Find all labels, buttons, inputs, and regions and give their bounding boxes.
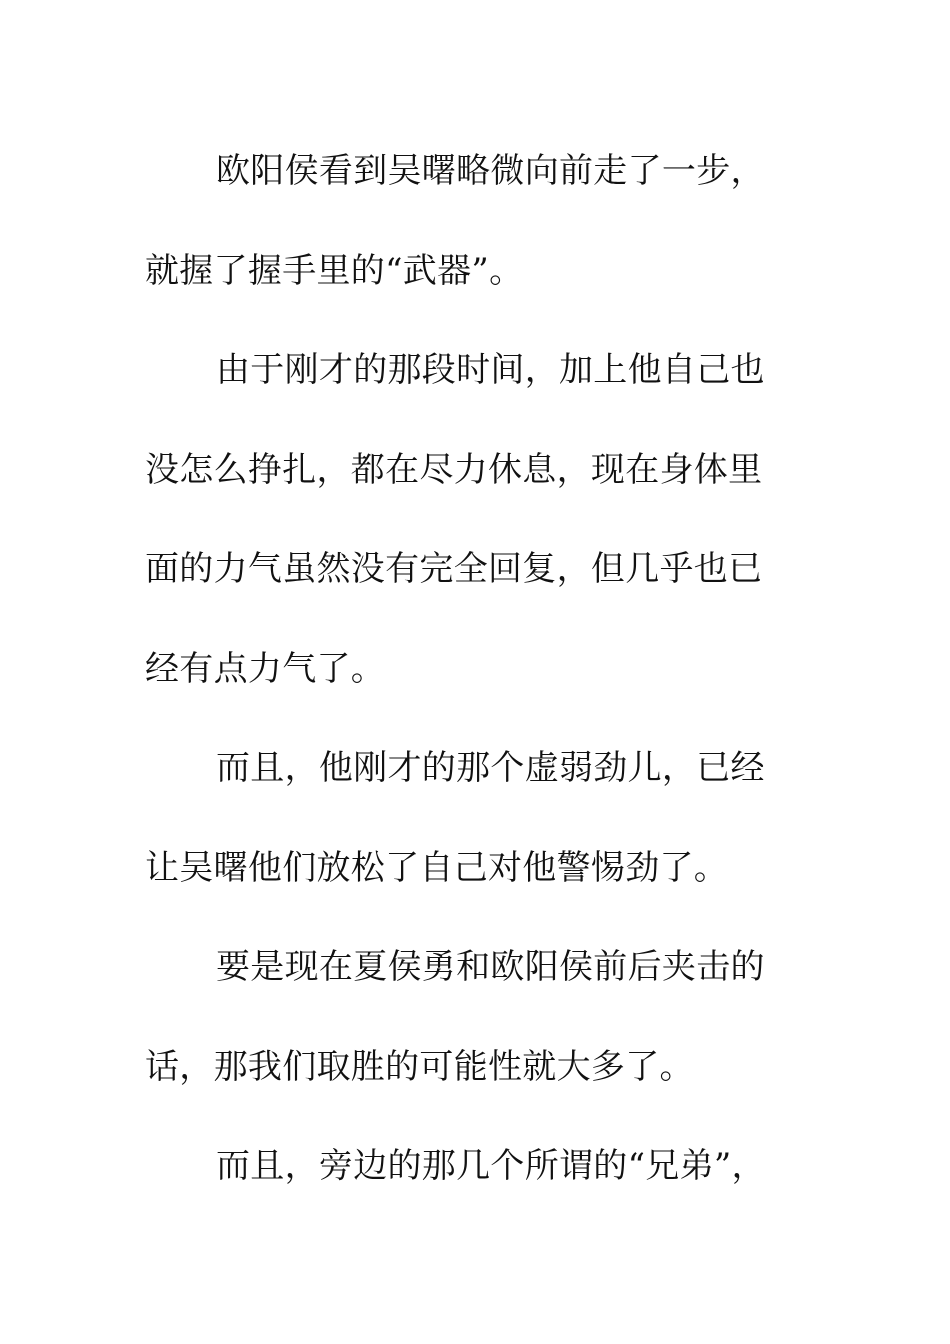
paragraph-3-line-2: 让吴曙他们放松了自己对他警惕劲了。 (145, 847, 729, 888)
paragraph-4-line-1: 要是现在夏侯勇和欧阳侯前后夹击的 (216, 947, 765, 987)
paragraph-1-line-1: 欧阳侯看到吴曙略微向前走了一步， (216, 151, 765, 191)
paragraph-2-line-4: 经有点力气了。 (145, 648, 386, 689)
paragraph-2-line-1: 由于刚才的那段时间，加上他自己也 (216, 350, 765, 390)
body-text (145, 122, 805, 1217)
paragraph-3-line-1: 而且，他刚才的那个虚弱劲儿，已经 (216, 748, 765, 788)
paragraph-1-line-2: 就握了握手里的“武器”。 (145, 250, 524, 291)
paragraph-4-line-2: 话，那我们取胜的可能性就大多了。 (145, 1046, 694, 1087)
paragraph-2-line-3: 面的力气虽然没有完全回复，但几乎也已 (145, 549, 763, 589)
paragraph-5-line-1: 而且，旁边的那几个所谓的“兄弟”， (216, 1146, 766, 1186)
paragraph-2-line-2: 没怎么挣扎，都在尽力休息，现在身体里 (145, 449, 763, 490)
